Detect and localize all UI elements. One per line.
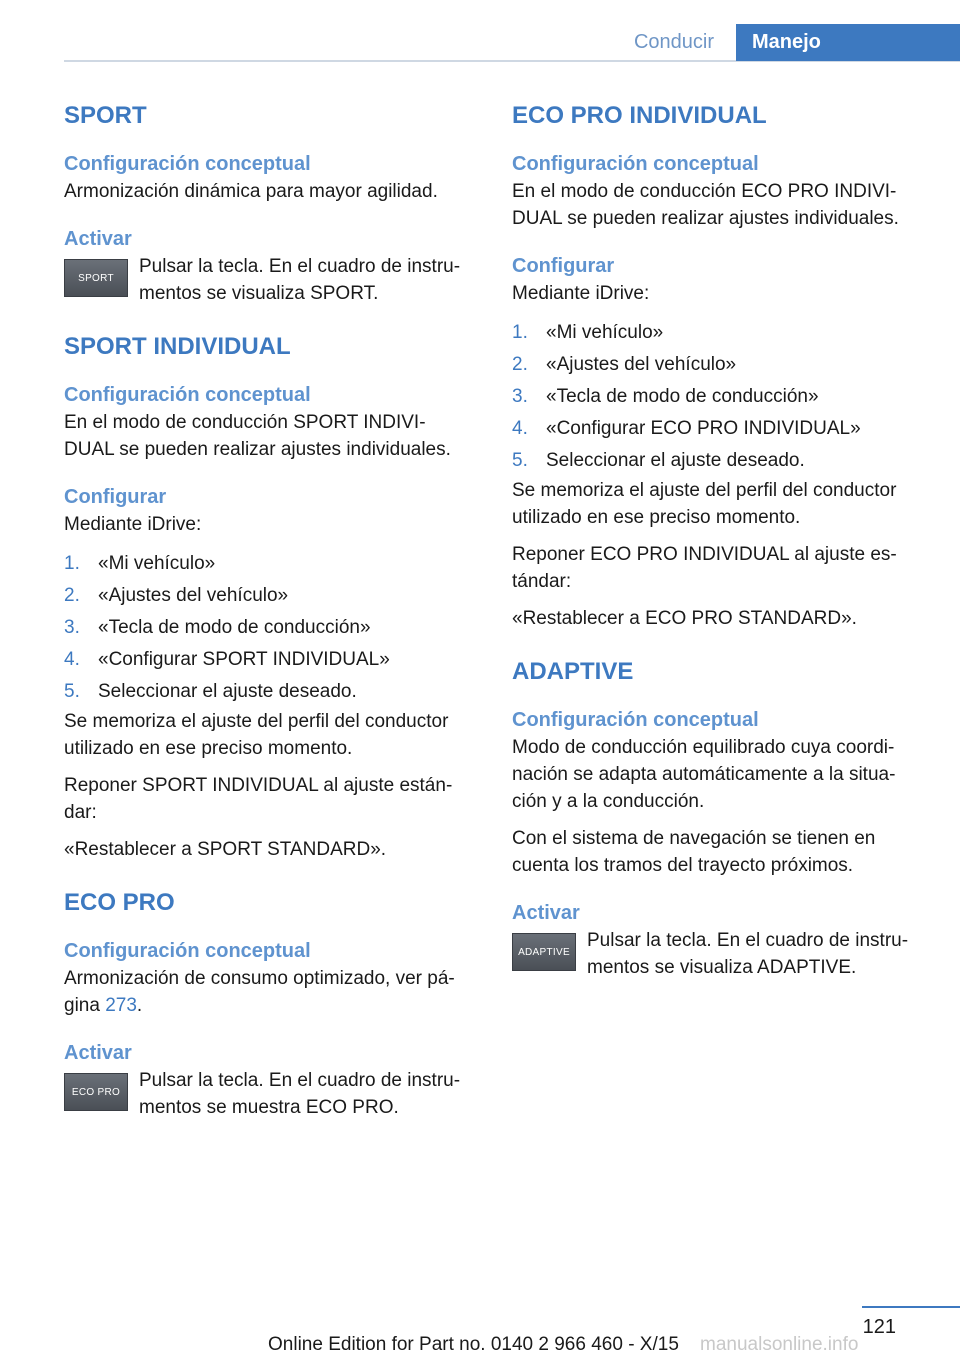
sport-activate-text-2: mentos se visualiza SPORT. — [139, 283, 379, 304]
step-text: «Mi vehículo» — [98, 553, 216, 574]
sport-individual-reset-1: Reponer SPORT INDIVIDUAL al ajuste están‐ — [64, 775, 453, 796]
list-item — [64, 676, 476, 708]
step-number: 2. — [512, 354, 528, 375]
list-item — [512, 317, 924, 349]
eco-pro-individual-memo-1: Se memoriza el ajuste del perfil del conductor — [512, 480, 897, 501]
sport-individual-via: Mediante iDrive: — [64, 514, 202, 535]
step-text: «Ajustes del vehículo» — [98, 585, 289, 606]
eco-pro-concept-text-2b: . — [136, 995, 143, 1016]
step-text: «Mi vehículo» — [546, 322, 664, 343]
sport-key-button: SPORT — [64, 259, 128, 297]
adaptive-title: ADAPTIVE — [512, 658, 634, 685]
step-text: «Tecla de modo de conducción» — [98, 617, 371, 638]
tab-manejo[interactable]: Manejo — [736, 24, 960, 61]
eco-pro-individual-title: ECO PRO INDIVIDUAL — [512, 102, 767, 129]
sport-individual-title: SPORT INDIVIDUAL — [64, 333, 291, 360]
eco-pro-individual-concept-text-1: En el modo de conducción ECO PRO INDIVI‐ — [512, 181, 897, 202]
left-column — [64, 100, 476, 1121]
list-item — [512, 445, 924, 477]
eco-pro-individual-reset-action: «Restablecer a ECO PRO STANDARD». — [512, 608, 857, 629]
sport-individual-steps — [64, 548, 476, 708]
eco-pro-concept-heading: Configuración conceptual — [64, 940, 311, 962]
step-number: 1. — [64, 553, 80, 574]
list-item — [64, 644, 476, 676]
eco-pro-individual-reset-1: Reponer ECO PRO INDIVIDUAL al ajuste es‐ — [512, 544, 897, 565]
sport-individual-reset-2: dar: — [64, 802, 97, 823]
eco-pro-individual-steps — [512, 317, 924, 477]
step-text: Seleccionar el ajuste deseado. — [546, 450, 805, 471]
adaptive-concept-text-2: nación se adapta automáticamente a la situa‐ — [512, 764, 896, 785]
eco-pro-key-button: ECO PRO — [64, 1073, 128, 1111]
sport-individual-configure-heading: Configurar — [64, 486, 167, 508]
sport-concept-heading: Configuración conceptual — [64, 153, 311, 175]
tab-conducir[interactable]: Conducir — [633, 31, 715, 53]
eco-pro-individual-memo-2: utilizado en ese preciso momento. — [512, 507, 801, 528]
sport-activate-row — [64, 253, 476, 307]
eco-pro-activate-text-1: Pulsar la tecla. En el cuadro de instru‐ — [139, 1070, 461, 1091]
step-number: 5. — [512, 450, 528, 471]
eco-pro-individual-concept-text-2: DUAL se pueden realizar ajustes individuales. — [512, 208, 899, 229]
list-item — [512, 413, 924, 445]
footer-rule — [862, 1306, 960, 1308]
step-number: 4. — [64, 649, 80, 670]
adaptive-activate-row — [512, 927, 924, 981]
step-number: 2. — [64, 585, 80, 606]
list-item — [512, 349, 924, 381]
list-item — [64, 580, 476, 612]
eco-pro-activate-heading: Activar — [64, 1042, 132, 1064]
eco-pro-individual-configure-heading: Configurar — [512, 255, 615, 277]
watermark: manualsonline.info — [700, 1334, 859, 1355]
sport-individual-memo-1: Se memoriza el ajuste del perfil del conductor — [64, 711, 449, 732]
adaptive-key-button: ADAPTIVE — [512, 933, 576, 971]
sport-activate-heading: Activar — [64, 228, 132, 250]
sport-individual-reset-action: «Restablecer a SPORT STANDARD». — [64, 839, 387, 860]
page-273-link[interactable]: 273 — [105, 995, 137, 1016]
eco-pro-individual-concept-heading: Configuración conceptual — [512, 153, 759, 175]
eco-pro-title: ECO PRO — [64, 889, 175, 916]
adaptive-activate-text-1: Pulsar la tecla. En el cuadro de instru‐ — [587, 930, 909, 951]
eco-pro-individual-reset-2: tándar: — [512, 571, 572, 592]
adaptive-activate-heading: Activar — [512, 902, 580, 924]
adaptive-concept-heading: Configuración conceptual — [512, 709, 759, 731]
step-text: «Ajustes del vehículo» — [546, 354, 737, 375]
adaptive-nav-text-1: Con el sistema de navegación se tienen en — [512, 828, 876, 849]
step-text: Seleccionar el ajuste deseado. — [98, 681, 357, 702]
sport-title: SPORT — [64, 102, 147, 129]
step-number: 3. — [512, 386, 528, 407]
list-item — [64, 548, 476, 580]
sport-individual-concept-heading: Configuración conceptual — [64, 384, 311, 406]
eco-pro-activate-row — [64, 1067, 476, 1121]
sport-individual-memo-2: utilizado en ese preciso momento. — [64, 738, 353, 759]
step-number: 4. — [512, 418, 528, 439]
step-number: 5. — [64, 681, 80, 702]
page-number: 121 — [862, 1316, 896, 1338]
edition-note: Online Edition for Part no. 0140 2 966 460 - X/15 — [268, 1334, 679, 1355]
sport-activate-text-1: Pulsar la tecla. En el cuadro de instru‐ — [139, 256, 461, 277]
list-item — [512, 381, 924, 413]
list-item — [64, 612, 476, 644]
eco-pro-individual-via: Mediante iDrive: — [512, 283, 650, 304]
step-number: 3. — [64, 617, 80, 638]
adaptive-nav-text-2: cuenta los tramos del trayecto próximos. — [512, 855, 854, 876]
sport-individual-concept-text-1: En el modo de conducción SPORT INDIVI‐ — [64, 412, 426, 433]
sport-concept-text: Armonización dinámica para mayor agilidad. — [64, 181, 438, 202]
step-text: «Configurar ECO PRO INDIVIDUAL» — [546, 418, 861, 439]
step-number: 1. — [512, 322, 528, 343]
eco-pro-activate-text-2: mentos se muestra ECO PRO. — [139, 1097, 399, 1118]
adaptive-concept-text-1: Modo de conducción equilibrado cuya coordi‐ — [512, 737, 895, 758]
right-column — [512, 100, 924, 981]
step-text: «Configurar SPORT INDIVIDUAL» — [98, 649, 390, 670]
eco-pro-concept-text-2a: gina — [64, 995, 106, 1016]
eco-pro-concept-text-1: Armonización de consumo optimizado, ver pá‐ — [64, 968, 455, 989]
sport-individual-concept-text-2: DUAL se pueden realizar ajustes individuales. — [64, 439, 451, 460]
step-text: «Tecla de modo de conducción» — [546, 386, 819, 407]
adaptive-concept-text-3: ción y a la conducción. — [512, 791, 705, 812]
eco-pro-concept-text-2 — [64, 992, 476, 1019]
adaptive-activate-text-2: mentos se visualiza ADAPTIVE. — [587, 957, 857, 978]
